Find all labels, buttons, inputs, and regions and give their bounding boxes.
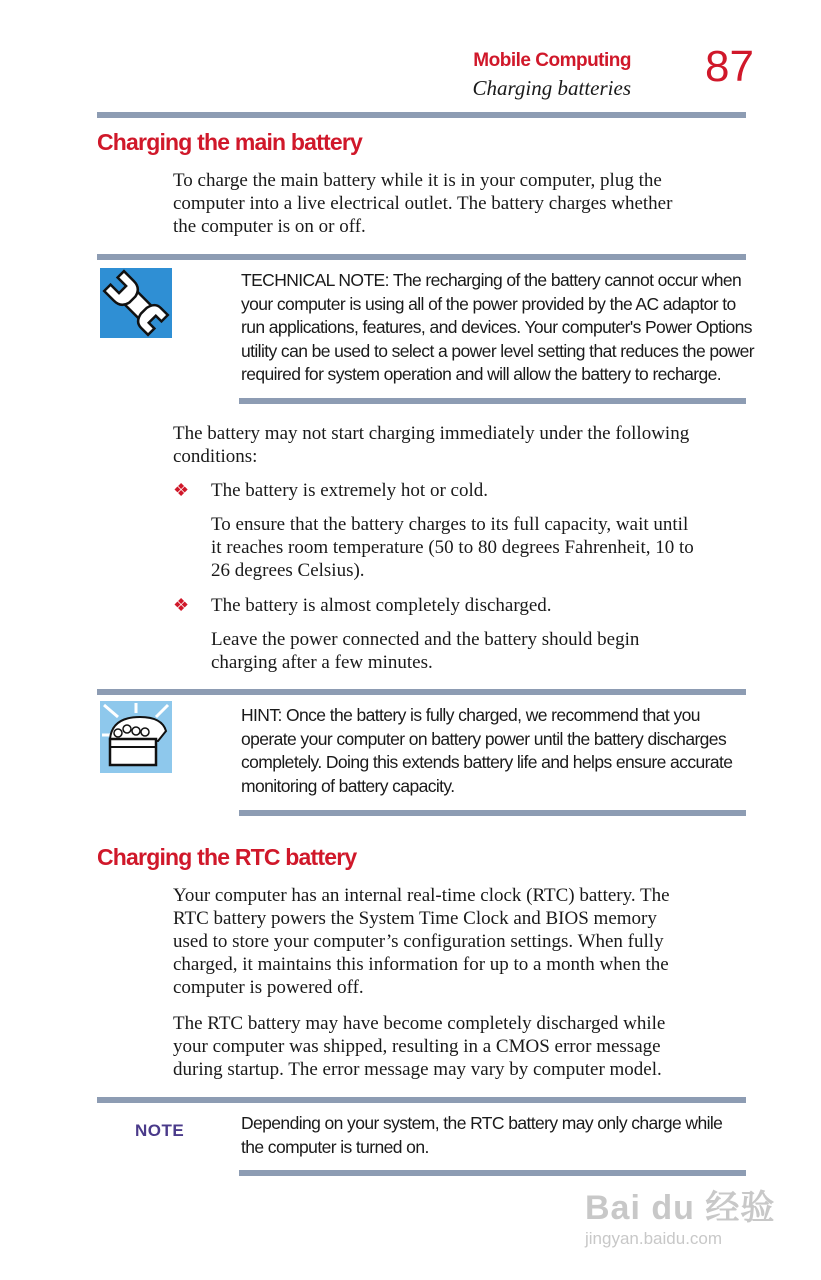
text-line: charged, it maintains this information for up to a month when the (173, 954, 669, 975)
heading-rtc-battery: Charging the RTC battery (97, 844, 357, 870)
text-line: charging after a few minutes. (211, 652, 433, 673)
hint-bottom-rule (239, 810, 746, 816)
rtc-paragraph-1 (173, 884, 670, 999)
rtc-paragraph-2 (173, 1012, 665, 1081)
heading-main-battery: Charging the main battery (97, 129, 362, 155)
text-line: run applications, features, and devices. Your computer's Power Options (241, 317, 752, 337)
note-top-rule (97, 1097, 746, 1103)
bullet-title: The battery is extremely hot or cold. (211, 480, 488, 501)
text-line: required for system operation and will allow the battery to recharge. (241, 364, 721, 384)
text-line: it reaches room temperature (50 to 80 degrees Fahrenheit, 10 to (211, 537, 694, 558)
wrench-icon (100, 268, 172, 343)
text-line: To charge the main battery while it is in your computer, plug the (173, 170, 662, 191)
tech-note-bottom-rule (239, 398, 746, 404)
rtc-note (241, 1112, 722, 1159)
text-line: TECHNICAL NOTE: The recharging of the battery cannot occur when (241, 270, 742, 290)
watermark-logo: Bai du 经验 (585, 1189, 776, 1227)
page-number: 87 (705, 42, 754, 91)
text-line: operate your computer on battery power until the battery discharges (241, 728, 727, 749)
text-line: the computer is on or off. (173, 216, 366, 237)
text-line: computer is powered off. (173, 977, 364, 998)
technical-note (241, 269, 754, 387)
text-line: during startup. The error message may vary by computer model. (173, 1059, 662, 1080)
text-line: HINT: Once the battery is fully charged, we recommend that you (241, 705, 700, 725)
text-line: used to store your computer’s configuration settings. When fully (173, 931, 664, 952)
note-label: NOTE (135, 1121, 185, 1140)
text-line: The RTC battery may have become completely discharged while (173, 1013, 666, 1034)
header-rule (97, 112, 746, 118)
watermark-url: jingyan.baidu.com (585, 1229, 723, 1248)
watermark (585, 1180, 775, 1249)
main-battery-intro (173, 169, 672, 238)
running-header-subsection: Charging batteries (472, 76, 631, 100)
bullet-marker: ❖ (173, 480, 190, 500)
text-line: Your computer has an internal real-time clock (RTC) battery. The (173, 885, 670, 906)
hint-note (241, 704, 732, 798)
text-line: monitoring of battery capacity. (241, 775, 455, 796)
note-bottom-rule (239, 1170, 746, 1176)
text-line: your computer was shipped, resulting in a CMOS error message (173, 1036, 661, 1057)
tech-note-top-rule (97, 254, 746, 260)
text-line: Leave the power connected and the battery should begin (211, 629, 640, 650)
text-line: the computer is turned on. (241, 1136, 429, 1157)
bullet-title: The battery is almost completely discharged. (211, 595, 552, 616)
bullet-detail (211, 513, 694, 582)
text-line: utility can be used to select a power level setting that reduces the power (241, 340, 755, 361)
conditions-paragraph (173, 422, 689, 468)
text-line: computer into a live electrical outlet. The battery charges whether (173, 193, 673, 214)
text-line: 26 degrees Celsius). (211, 560, 365, 581)
bullet-marker: ❖ (173, 595, 190, 615)
treasure-chest-icon (100, 701, 172, 778)
text-line: To ensure that the battery charges to its full capacity, wait until (211, 514, 689, 535)
hint-top-rule (97, 689, 746, 695)
bullet-detail (211, 628, 639, 674)
text-line: your computer is using all of the power provided by the AC adaptor to (241, 293, 736, 314)
text-line: RTC battery powers the System Time Clock and BIOS memory (173, 908, 657, 929)
text-line: conditions: (173, 446, 258, 467)
text-line: Depending on your system, the RTC battery may only charge while (241, 1113, 723, 1133)
text-line: The battery may not start charging immediately under the following (173, 423, 690, 444)
running-header-section: Mobile Computing (473, 50, 631, 71)
text-line: completely. Doing this extends battery life and helps ensure accurate (241, 752, 733, 772)
